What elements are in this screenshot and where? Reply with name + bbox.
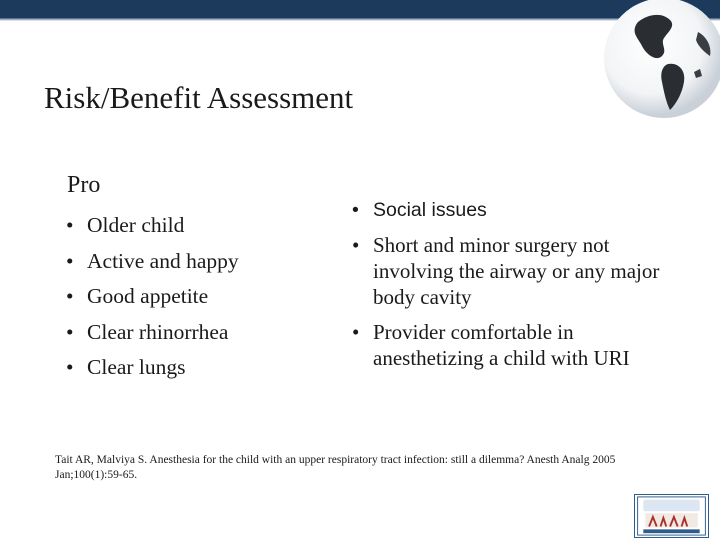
pro-label: Pro [67, 172, 101, 198]
list-item: • Good appetite [66, 279, 306, 315]
globe-icon [598, 0, 720, 124]
list-item: • Older child [66, 208, 306, 244]
list-item: • Clear lungs [66, 350, 306, 386]
list-item: • Short and minor surgery not involving the airway or any major body cavity [352, 232, 672, 310]
list-item: • Active and happy [66, 244, 306, 280]
list-item: • Provider comfortable in anesthetizing a child with URI [352, 319, 672, 371]
benefit-list [352, 197, 672, 380]
list-item: • Clear rhinorrhea [66, 315, 306, 351]
pro-list [66, 208, 306, 386]
slide-title: Risk/Benefit Assessment [44, 80, 354, 115]
citation: Tait AR, Malviya S. Anesthesia for the child with an upper respiratory tract infection: still a dilemma? Anesth Analg 2005 Jan;100(1):59-65. [55, 454, 616, 481]
list-item: • Social issues [352, 197, 672, 223]
society-logo-icon [634, 494, 709, 538]
